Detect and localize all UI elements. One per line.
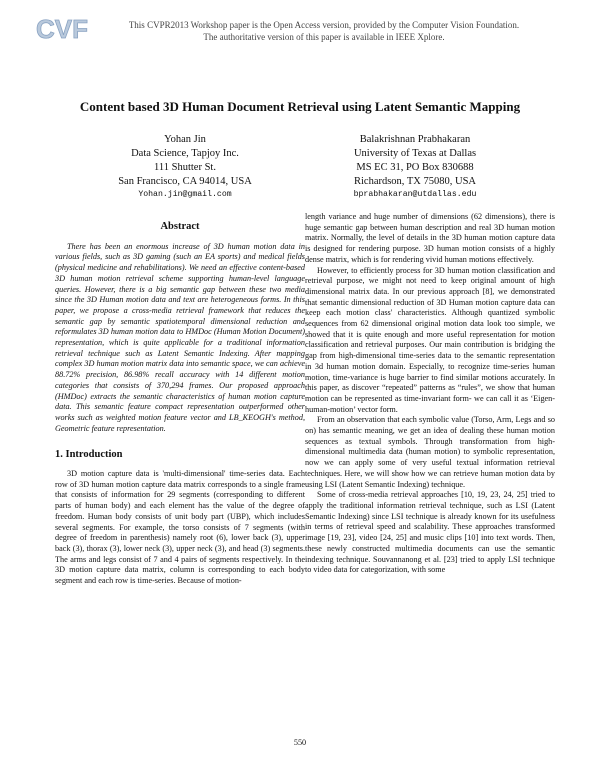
author-block-2 — [290, 133, 540, 200]
author-name: Balakrishnan Prabhakaran — [359, 134, 471, 145]
cvf-logo-text: CVF — [36, 14, 88, 42]
abstract-section — [55, 222, 305, 434]
banner-line-1: This CVPR2013 Workshop paper is the Open Access version, provided by the Computer Vision Foundation. — [128, 20, 520, 30]
author-address-line: San Francisco, CA 94014, USA — [118, 176, 252, 187]
intro-paragraph: 3D motion capture data is 'multi-dimensional' time-series data. Each row of 3D human motion capture data matrix corresponds to a single frame that consists of information for 29 segments (corresponding to different parts of human body) and each element has the value of the degree of freedom. Human body consists of unit body part (UBP), which includes several segments. For example, the torso consists of 7 segments (with degree of freedom in parenthesis) namely root (6), lower back (3), upper back (3), thorax (3), lower neck (3), upper neck (3), and head (3) segments. The arms and legs consist of 7 and 4 pairs of segments respectively. In the 3D motion capture data matrix, column is corresponding to each body segment and each row is time-series. Because of motion- — [55, 469, 305, 586]
author-address-line: MS EC 31, PO Box 830688 — [356, 162, 474, 173]
author-email: Yohan.jin@gmail.com — [138, 190, 232, 199]
page-number: 550 — [293, 738, 307, 747]
author-affiliation: University of Texas at Dallas — [353, 148, 477, 159]
body-paragraph: However, to efficiently process for 3D human motion classification and retrieval purpose, we might not need to keep original amount of high dimensional matrix data. In our previous approach [8], we demonstrated that semantic dimensional reduction of 3D Human motion capture data can keep each motion class' characteristics. Although quantized symbolic sequences from 62 dimensional original motion data look too simple, we showed that it is quite enough and more useful representation for motion classification and retrieval purposes. Our main contribution is bridging the gap from high-dimensional time-series data to the semantic representation in 3d human motion domain. Especially, to recognize time-series human motion, time-variance is huge barrier to find similar motions accurately. In this paper, as discover “repeated” patterns as “rules”, we show that human motion can be represented as time-invariant form- we can call it as ‘Eigen-human-motion’ vector form. — [305, 265, 555, 414]
left-column — [55, 222, 305, 587]
author-email: bprabhakaran@utdallas.edu — [353, 190, 477, 199]
right-column — [305, 212, 555, 576]
abstract-heading: Abstract — [160, 221, 200, 232]
body-paragraph: Some of cross-media retrieval approaches [10, 19, 23, 24, 25] tried to apply the traditional information retrieval technique, such as LSI (Latent Semantic Indexing) since LSI technique is already known for its usefulness in terms of retrieval speed and scalability. These approaches transformed image [19, 23], video [24, 25] and music clips [10] into text words. Then, these newly constructed multimedia documents can use the semantic indexing technique. Souvannanong et al. [23] tried to apply LSI technique to video data for categorization, with some — [305, 490, 555, 575]
open-access-banner — [0, 0, 600, 48]
author-address-line: 111 Shutter St. — [154, 162, 216, 173]
author-address-line: Richardson, TX 75080, USA — [353, 176, 476, 187]
paper-title: Content based 3D Human Document Retrieval using Latent Semantic Mapping — [79, 99, 521, 114]
banner-line-2: The authoritative version of this paper is available in IEEE Xplore. — [203, 32, 445, 42]
author-name: Yohan Jin — [164, 134, 206, 145]
author-affiliation: Data Science, Tapjoy Inc. — [131, 148, 239, 159]
body-paragraph: length variance and huge number of dimensions (62 dimensions), there is huge semantic gap between human description and real 3D human motion matrix. Normally, the level of details in the 3D human motion capture data is designed for rendering purpose. 3D human motion consists of a highly dense matrix, which is for rendering vivid human motions effectively. — [305, 212, 555, 264]
introduction-heading: 1. Introduction — [55, 449, 123, 461]
author-block-1 — [60, 133, 310, 200]
banner-text — [84, 19, 564, 43]
abstract-text: There has been an enormous increase of 3D human motion data in various fields, such as 3D gaming (such an EA sports) and medical fields (physical medicine and rehabilitations). We need an effective content-based 3D human motion retrieval scheme supporting human-level language queries. However, there is a big semantic gap between these two media since the 3D Human motion data and text are heterogeneous forms. In this paper, we propose a cross-media retrieval framework that reduces the semantic gap by semantic spatiotemporal dimensional reduction and reformulates 3D human motion data to HMDoc (Human Motion Document) representation, which is quite applicable for a traditional information retrieval technique such as Latent Semantic Indexing. After mapping complex 3D human motion matrix data into semantic space, we can achieve 88.72% precision, 86.98% recall accuracy with 14 different motion categories that consists of 370,294 frames. Our proposed approach (HMDoc) extracts the semantic characteristics of human motion capture data. This semantic feature compact representation outperformed other works such as weighted motion feature vector and LB_KEOGH's method, Geometric feature representation. — [55, 241, 305, 433]
body-paragraph: From an observation that each symbolic value (Torso, Arm, Legs and so on) has semantic meaning, we get an idea of dealing these human motion sequences as textual symbols. Through transformation from high-dimensional multimedia data (human motion) to symbolic representation, now we can apply some of very useful textual information retrieval techniques. Here, we will show how we can retrieve human motion data by using LSI (Latent Semantic Indexing) technique. — [305, 415, 555, 489]
